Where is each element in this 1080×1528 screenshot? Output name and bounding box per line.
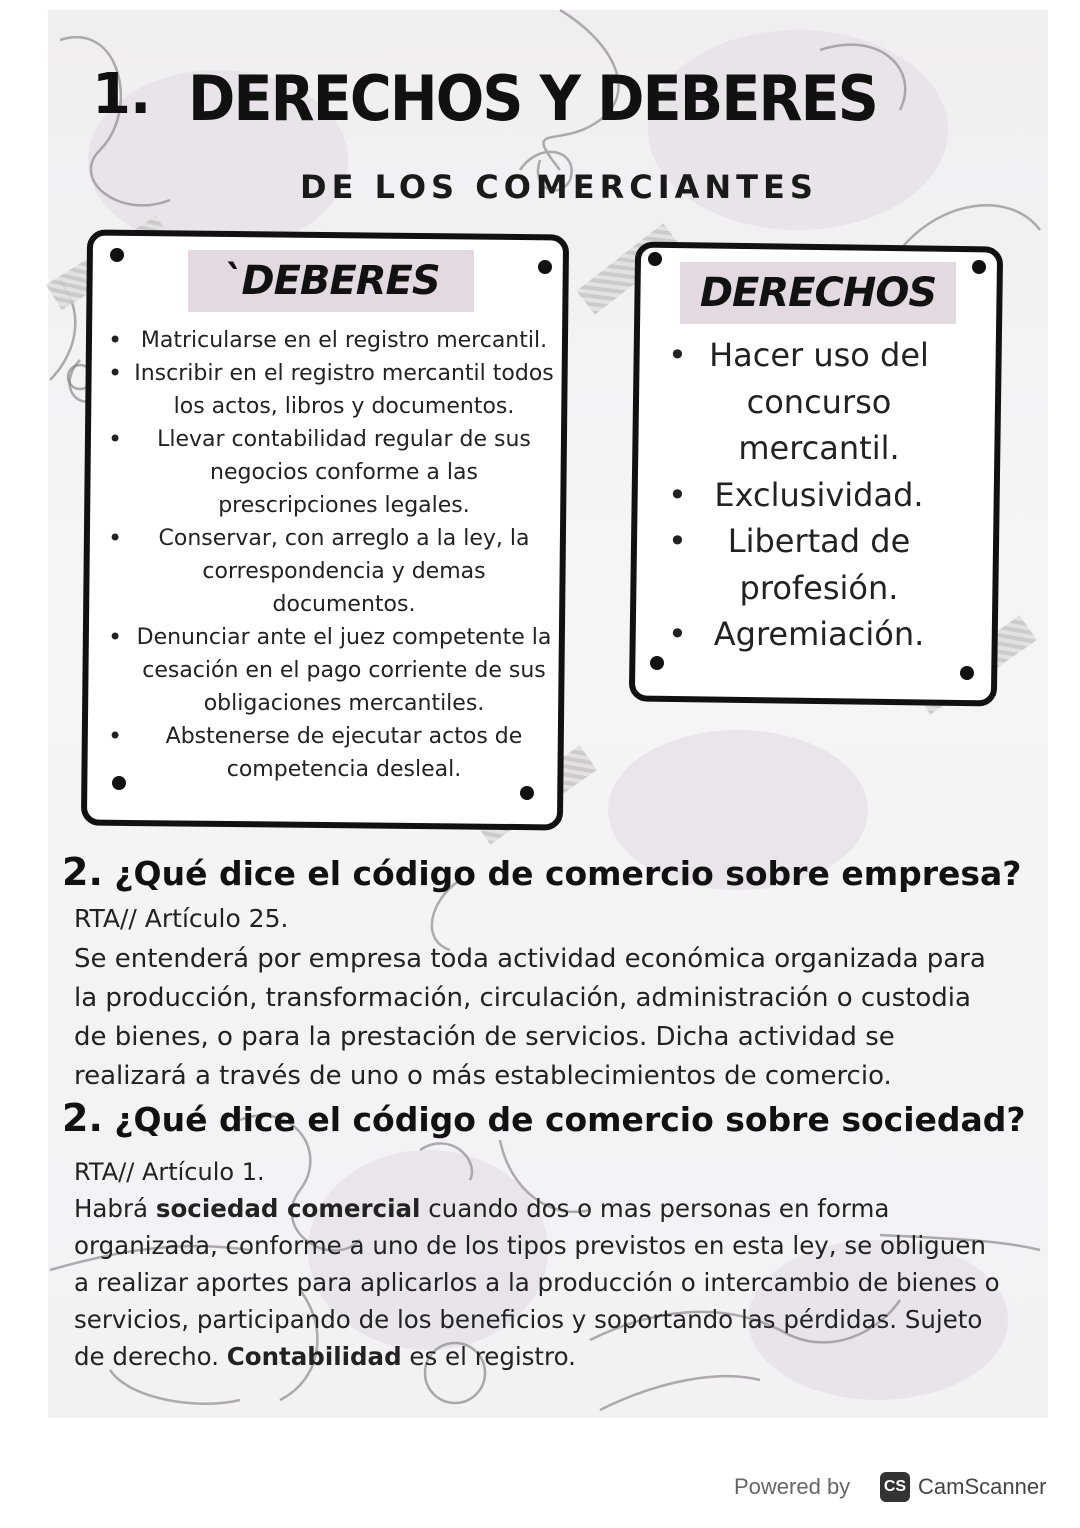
list-item: • Llevar contabilidad regular de sus negocios conforme a las prescripciones legales.: [108, 423, 558, 522]
pin-dot: [650, 656, 664, 670]
page-subtitle: DE LOS COMERCIANTES: [300, 168, 818, 206]
answer-reference: RTA// Artículo 25.: [74, 904, 289, 933]
camscanner-logo-icon: CS: [880, 1472, 910, 1502]
pin-dot: [110, 248, 124, 262]
derechos-heading: DERECHOS: [680, 262, 956, 324]
pin-dot: [520, 786, 534, 800]
deberes-heading: `DEBERES: [188, 250, 474, 312]
section-number: 1.: [92, 62, 151, 127]
answer-reference: RTA// Artículo 1.: [74, 1158, 265, 1186]
question-empresa-heading: [62, 850, 1021, 894]
list-item: • Abstenerse de ejecutar actos de competencia desleal.: [108, 720, 558, 786]
camscanner-brand: CamScanner: [918, 1474, 1047, 1499]
derechos-list: [668, 332, 944, 658]
answer-text: es el registro.: [401, 1342, 576, 1371]
list-item: • Denunciar ante el juez competente la cesación en el pago corriente de sus obligaciones mercantiles.: [108, 621, 558, 720]
list-item: • Inscribir en el registro mercantil todos los actos, libros y documentos.: [108, 357, 558, 423]
list-item: • Libertad de profesión.: [668, 518, 944, 611]
pin-dot: [538, 260, 552, 274]
question-number: 2.: [62, 850, 103, 894]
list-item: • Hacer uso del concurso mercantil.: [668, 332, 944, 472]
list-item: • Agremiación.: [668, 611, 944, 658]
list-item: • Conservar, con arreglo a la ley, la correspondencia y demas documentos.: [108, 522, 558, 621]
answer-bold-term: sociedad comercial: [155, 1194, 421, 1223]
answer-text: Habrá: [74, 1194, 156, 1223]
list-item: • Exclusividad.: [668, 472, 944, 519]
question-text: ¿Qué dice el código de comercio sobre sociedad?: [114, 1100, 1026, 1139]
answer-body: [74, 1190, 1004, 1375]
pin-dot: [960, 666, 974, 680]
list-item: • Matricularse en el registro mercantil.: [108, 324, 558, 357]
answer-bold-term: Contabilidad: [226, 1342, 402, 1371]
deberes-list: [108, 324, 558, 786]
pin-dot: [972, 260, 986, 274]
pin-dot: [648, 252, 662, 266]
answer-body: Se entenderá por empresa toda actividad económica organizada para la producción, transformación, circulación, administración o custodia de bienes, o para la prestación de servicios. Dicha actividad se realizará a través de uno o más establecimientos de comercio.: [74, 944, 986, 1091]
answer-text: cuando dos o mas personas en forma organizada, conforme a uno de los tipos previstos en esta ley, se obliguen a realizar aportes para aplicarlos a la producción o intercambio de bienes o servicios, participando de los beneficios y soportando las pérdidas. Sujeto de derecho.: [74, 1194, 1000, 1371]
question-text: ¿Qué dice el código de comercio sobre empresa?: [114, 854, 1022, 893]
question-sociedad-heading: [62, 1096, 1026, 1140]
question-number: 2.: [62, 1096, 103, 1140]
powered-by-text: Powered by: [734, 1474, 851, 1499]
page-title: DERECHOS Y DEBERES: [188, 62, 877, 135]
